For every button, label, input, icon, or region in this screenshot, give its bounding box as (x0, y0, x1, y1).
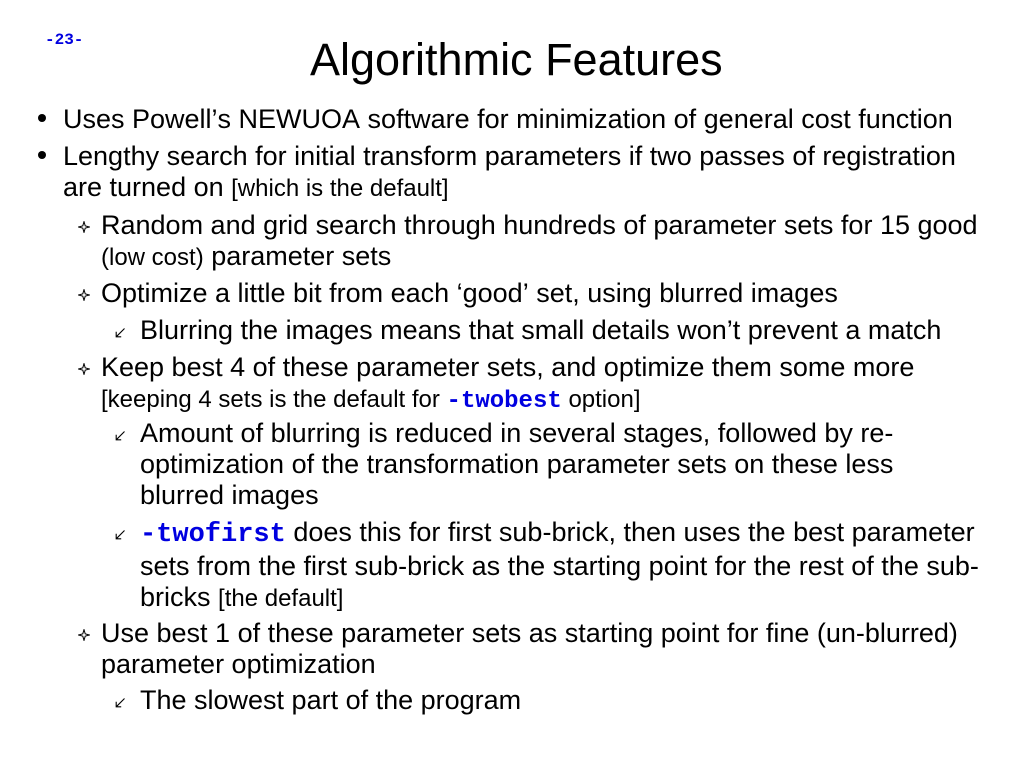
sub-sub-bullet-item (140, 517, 1005, 614)
sub-sub-bullet-text: Blurring the images means that small details won’t prevent a match (140, 315, 942, 345)
default-note: [the default] (218, 585, 344, 612)
bullet-item (63, 104, 993, 135)
sub-bullet-text: Keep best 4 of these parameter sets, and optimize them some more (101, 352, 915, 382)
down-left-arrow-icon (114, 697, 126, 709)
sub-bullet-item (101, 618, 1001, 680)
bullet-dot-icon (38, 114, 46, 122)
bullet-dot-icon (38, 151, 46, 159)
note-text: [keeping 4 sets is the default for (101, 386, 440, 413)
option-flag: -twofirst (140, 520, 286, 550)
sub-sub-bullet-item (140, 685, 990, 716)
bullet-text: Lengthy search for initial transform parameters if two passes of registration are turned on (63, 141, 956, 202)
option-flag: -twobest (446, 388, 562, 415)
sub-bullet-item (101, 210, 1001, 273)
default-note (101, 386, 641, 413)
sub-bullet-text: Random and grid search through hundreds of parameter sets for 15 good (101, 210, 978, 240)
sub-sub-bullet-item (140, 418, 940, 511)
down-left-arrow-icon (114, 327, 126, 339)
down-left-arrow-icon (114, 529, 126, 541)
sub-sub-bullet-text: Amount of blurring is reduced in several stages, followed by re-optimization of the transformation parameter sets on these less blurred images (140, 418, 894, 510)
slide-number: -23- (45, 31, 84, 49)
four-pointed-star-icon (78, 629, 90, 641)
bullet-item (63, 141, 975, 204)
slide-title: Algorithmic Features (310, 34, 723, 85)
bullet-text: Uses Powell’s NEWUOA software for minimization of general cost function (63, 104, 953, 134)
sub-bullet-text: Optimize a little bit from each ‘good’ set, using blurred images (101, 278, 838, 308)
four-pointed-star-icon (78, 363, 90, 375)
sub-sub-bullet-text: does this for first sub-brick, then uses the best parameter sets from the first sub-brick as the starting point for the rest of the sub-bricks (140, 517, 979, 612)
four-pointed-star-icon (78, 289, 90, 301)
down-left-arrow-icon (114, 430, 126, 442)
four-pointed-star-icon (78, 221, 90, 233)
sub-bullet-item (101, 352, 961, 417)
sub-sub-bullet-item (140, 315, 990, 346)
sub-bullet-text-after: parameter sets (211, 241, 392, 271)
sub-sub-bullet-text: The slowest part of the program (140, 685, 522, 715)
sub-bullet-text: Use best 1 of these parameter sets as starting point for fine (un-blurred) parameter optimization (101, 618, 958, 679)
sub-bullet-item (101, 278, 1001, 309)
note-text-after: option] (568, 386, 641, 413)
default-note: [which is the default] (231, 175, 449, 202)
low-cost-note: (low cost) (101, 244, 204, 271)
